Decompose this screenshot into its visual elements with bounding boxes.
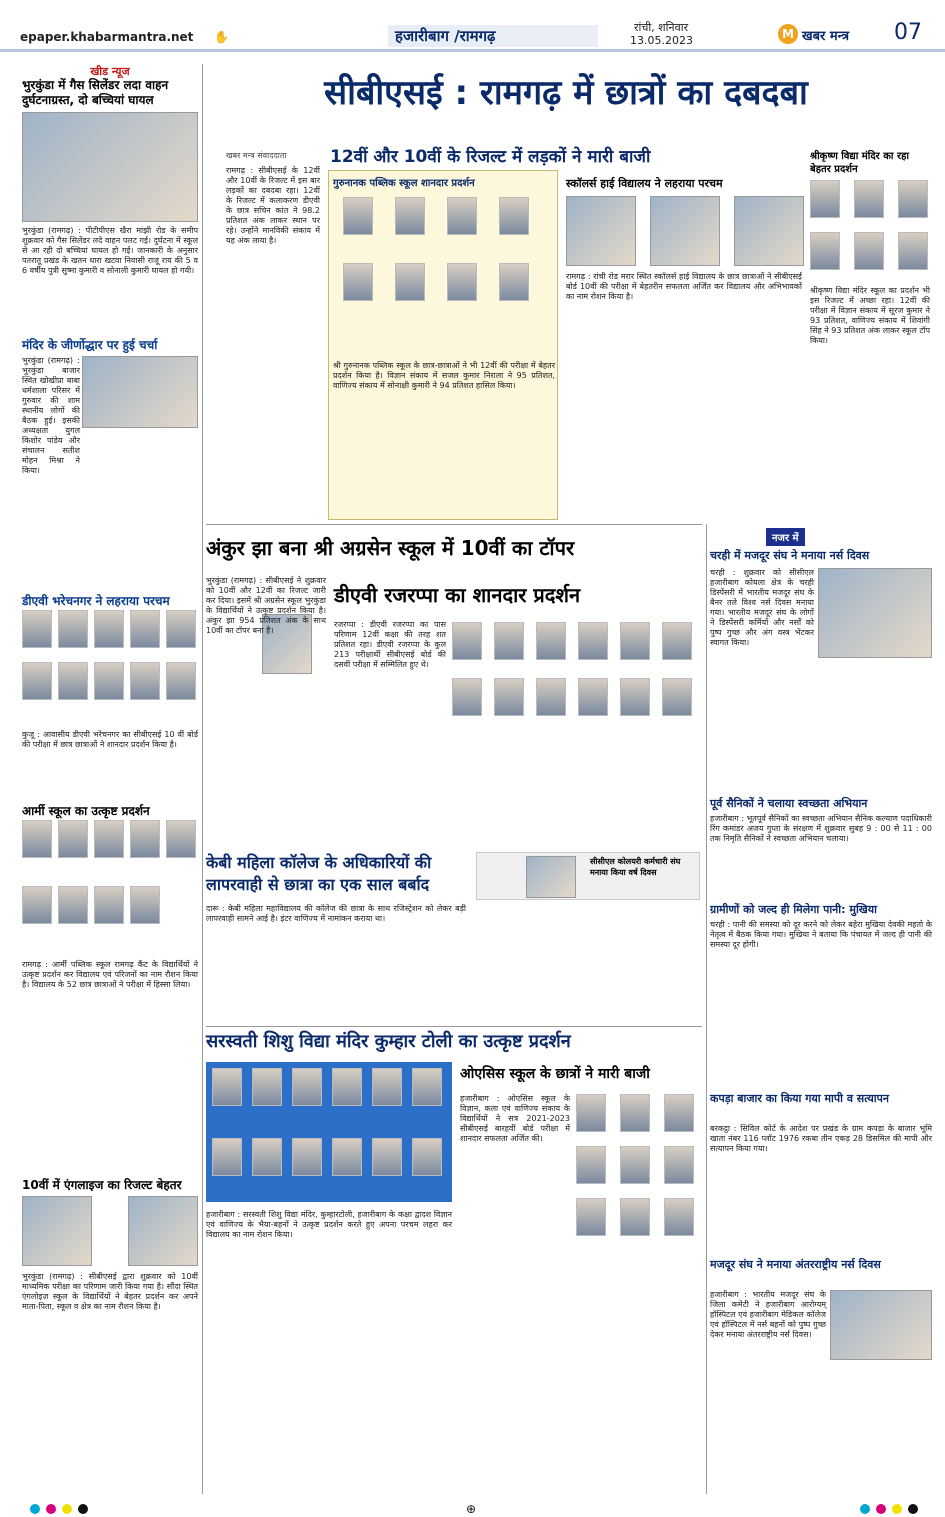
student-photo xyxy=(94,886,124,924)
gurunanak-body: श्री गुरुनानक पब्लिक स्कूल के छात्र-छात्राओं ने भी 12वीं की परीक्षा में बेहतर प्रदर्शन किया है। विज्ञान संकाय में सजल कुमार निराला ने 95 प्रतिशत, वाणिज्य संकाय में सोनाक्षी कुमारी ने 94 प्रतिशत हासिल किया। xyxy=(333,361,555,390)
student-photo xyxy=(452,678,482,716)
student-photo xyxy=(395,263,425,301)
student-photo xyxy=(292,1138,322,1176)
shrikrishna-body: श्रीकृष्ण विद्या मंदिर स्कूल का प्रदर्शन भी इस रिजल्ट में अच्छा रहा। 12वीं की परीक्षा में विज्ञान संकाय में सूरज कुमार ने 93 प्रतिशत, वाणिज्य संकाय में शिवांगी सिंह ने 93 प्रतिशत अंक लाकर स्कूल टॉप किया। xyxy=(810,286,930,345)
story-gas-headline: भुरकुंडा में गैस सिलेंडर लदा वाहन दुर्घटनाग्रस्त, दो बच्चियां घायल xyxy=(22,78,169,107)
section-divider xyxy=(206,524,702,525)
story-nurse-headline: चरही में मजदूर संघ ने मनाया नर्स दिवस xyxy=(710,549,870,562)
student-photo xyxy=(94,610,124,648)
masthead-url[interactable]: epaper.khabarmantra.net xyxy=(20,30,194,44)
student-photo xyxy=(576,1094,606,1132)
student-photo xyxy=(664,1094,694,1132)
student-photo xyxy=(810,180,840,218)
student-photo xyxy=(664,1146,694,1184)
story-army-body: रामगढ़ : आर्मी पब्लिक स्कूल रामगढ़ कैंट के विद्यार्थियों ने उत्कृष्ट प्रदर्शन कर विद्यालय एवं परिजनों का नाम रौशन किया है। विद्यालय के 52 छात्र छात्राओं ने परीक्षा में हिस्सा लिया। xyxy=(22,960,198,989)
student-photo xyxy=(536,678,566,716)
student-photo xyxy=(343,263,373,301)
registration-dot xyxy=(892,1504,902,1514)
ccl-headline: सीसीएल कोलयरी कर्मचारी संघ मनाया किया वर्ष दिवस xyxy=(590,857,681,877)
registration-dot xyxy=(876,1504,886,1514)
student-photo xyxy=(620,678,650,716)
dav-rajrappa-photo-grid xyxy=(452,622,702,738)
student-photo xyxy=(662,678,692,716)
saraswati-photo-board xyxy=(206,1062,452,1202)
student-photo xyxy=(620,1198,650,1236)
student-photo xyxy=(662,622,692,660)
registration-dot xyxy=(30,1504,40,1514)
saraswati-headline: सरस्वती शिशु विद्या मंदिर कुम्हार टोली का उत्कृष्ट प्रदर्शन xyxy=(206,1031,571,1052)
shrikrishna-headline: श्रीकृष्ण विद्या मंदिर का रहा बेहतर प्रदर्शन xyxy=(810,151,909,175)
story-english-headline: 10वीं में एंगलाइज का रिजल्ट बेहतर xyxy=(22,1178,182,1192)
student-photo xyxy=(620,622,650,660)
story-soldiers-body: हजारीबाग : भूतपूर्व सैनिकों का स्वच्छता अभियान सैनिक कल्याण पदाधिकारी रिंग कमांडर अजय गुप्ता के संरक्षण में शुक्रवार सुबह 9 : 00 से 11 : 00 तक निमृति सैनिकों ने स्वच्छता अभियान चलाया। xyxy=(710,814,932,843)
student-photo xyxy=(343,197,373,235)
student-photo xyxy=(130,886,160,924)
dav-rajrappa-headline: डीएवी रजरप्पा का शानदार प्रदर्शन xyxy=(334,583,581,607)
story-english-photo xyxy=(22,1196,92,1266)
right-column xyxy=(710,528,932,1494)
story-intl-nurse-photo xyxy=(830,1290,932,1360)
story-nurse-body: चरही : शुक्रवार को सीसीएल हजारीबाग कोयला क्षेत्र के चरही डिस्पेंसरी में भारतीय मजदूर संघ के बैनर तले विश्व नर्स दिवस मनाया गया। भारतीय मजदूर संघ के लोगों ने डिस्पेंसरी कर्मियों और नर्सों को पुष्प गुच्छ और अंग वस्त्र भेंटकर स्वागत किया। xyxy=(710,568,814,647)
student-photo xyxy=(499,197,529,235)
student-photo xyxy=(292,1068,322,1106)
story-temple-headline: मंदिर के जीर्णोद्धार पर हुई चर्चा xyxy=(22,338,158,352)
student-photo xyxy=(22,820,52,858)
student-photo xyxy=(58,662,88,700)
page-number: 07 xyxy=(894,20,922,45)
student-photo xyxy=(854,180,884,218)
student-photo xyxy=(447,197,477,235)
date: 13.05.2023 xyxy=(630,34,693,47)
scholars-body: रामगढ़ : रांची रोड मरार स्थित स्कॉलर्स हाई विद्यालय के छात्र छात्राओं ने सीबीएसई बोर्ड 10वीं की परीक्षा में बेहतरीन सफलता अर्जित कर विद्यालय और अभिभावकों का नाम रोशन किया है। xyxy=(566,272,802,301)
city-day: रांची, शनिवार xyxy=(634,21,689,34)
kebi-body: दारू : केबी महिला महाविद्यालय की कॉलेज की छात्रा के साथ रजिस्ट्रेशन को लेकर बड़ी लापरवाही सामने आई है। इंटर वाणिज्य में नामांकन कराया था। xyxy=(206,904,466,923)
student-photo xyxy=(212,1138,242,1176)
ccl-photo xyxy=(526,856,576,898)
saraswati-body: हजारीबाग : सरस्वती शिशु विद्या मंदिर, कुम्हारटोली, हजारीबाग के कक्षा द्वादश विज्ञान एवं वाणिज्य के भैया-बहनों ने उत्कृष्ट प्रदर्शन करते हुए अपना परचम लहरा कर विद्यालय का नाम रोशन किया। xyxy=(206,1210,452,1239)
student-photo xyxy=(576,1146,606,1184)
registration-dot xyxy=(46,1504,56,1514)
story-temple-body: भुरकुंडा (रामगढ़) : भुरकुंडा बाजार स्थित खोखीप्रा बाबा धर्मशाला परिसर में गुरुवार की शाम स्थानीय लोगों की बैठक हुई। इसकी अध्यक्षता युगल किशोर पांडेय और संचालन सतीश मोहन मिश्रा ने किया। xyxy=(22,356,80,475)
student-photo xyxy=(810,232,840,270)
registration-dot xyxy=(908,1504,918,1514)
story-soldiers-headline: पूर्व सैनिकों ने चलाया स्वच्छता अभियान xyxy=(710,797,868,810)
lead-byline: खबर मन्त्र संवाददाता xyxy=(226,151,287,160)
student-photo xyxy=(412,1068,442,1106)
story-army-headline: आर्मी स्कूल का उत्कृष्ट प्रदर्शन xyxy=(22,804,150,818)
gurunanak-headline: गुरुनानक पब्लिक स्कूल शानदार प्रदर्शन xyxy=(333,178,475,189)
scholars-photo-2 xyxy=(650,196,720,266)
student-photo xyxy=(578,678,608,716)
story-gas-body: भुरकुंडा (रामगढ़) : पीटीपीएस खैरा मांझी रोड के समीप शुक्रवार को गैस सिलेंडर लदे वाहन पलट गई। दुर्घटना में स्कूल से आ रही दो बच्चियां घायल हो गई। जानकारी के अनुसार पतरातू प्रखंड के खतन धारा खटवा निवासी राजू राय की 5 व 6 वर्षीय पुत्री सुष्मा कुमारी व सोनाली कुमारी घायल हो गयी। xyxy=(22,226,198,275)
student-photo xyxy=(166,610,196,648)
story-market-body: बरकट्ठा : सिविल कोर्ट के आदेश पर प्रखंड के ग्राम कपड़ा के बाजार भूमि खाता नंबर 116 प्लॉट 1976 रकबा तीन एकड़ 28 डिसमिल की मापी और सत्यापन किया गया। xyxy=(710,1124,932,1153)
main-headline: सीबीएसई : रामगढ़ में छात्रों का दबदबा xyxy=(324,73,808,113)
registration-mark-icon: ⊕ xyxy=(466,1502,477,1516)
student-photo xyxy=(252,1138,282,1176)
oasis-photo-grid xyxy=(576,1094,704,1244)
brand-logo-icon: M xyxy=(778,24,798,44)
story-intl-nurse-body: हजारीबाग : भारतीय मजदूर संघ के जिला कमेटी ने हजारीबाग आरोग्यम् हॉस्पिटल एवं हजारीबाग मेडिकल कॉलेज एवं हॉस्पिटल में नर्स बहनों को पुष्प गुच्छ देकर मनाया अंतरराष्ट्रीय नर्स दिवस। xyxy=(710,1290,826,1339)
cursor-icon: ✋ xyxy=(214,30,229,44)
lead-body: रामगढ़ : सीबीएसई के 12वीं और 10वीं के रिजल्ट में इस बार लड़कों का दबदबा रहा। 12वीं के रिजल्ट में कलाकरण डीएवी के छात्र सचिन कांत ने 98.2 प्रतिशत अंक लाकर स्थान पर रहे। उन्होंने मानविकी संकाय में यह अंक लाया है। xyxy=(226,166,320,245)
story-dav-headline: डीएवी भरेचनगर ने लहराया परचम xyxy=(22,594,170,608)
student-photo xyxy=(499,263,529,301)
student-photo xyxy=(22,610,52,648)
student-photo xyxy=(412,1138,442,1176)
story-nurse-photo xyxy=(818,568,932,658)
student-photo xyxy=(494,622,524,660)
story-english-photo-2 xyxy=(128,1196,198,1266)
story-dav-body: कुजू : आवासीय डीएवी भरेचनगर का सीबीएसई 10 वीं बोर्ड की परीक्षा में छात्र छात्राओं ने शानदार प्रदर्शन किया है। xyxy=(22,730,198,749)
scholars-headline: स्कॉलर्स हाई विद्यालय ने लहराया परचम xyxy=(566,177,723,190)
subhead-boys: 12वीं और 10वीं के रिजल्ट में लड़कों ने मारी बाजी xyxy=(330,147,651,167)
story-water-body: चरही : पानी की समस्या को दूर करने को लेकर बहेरा मुखिया देवकी महतो के नेतृत्व में बैठक किया गया। मुखिया ने बताया कि पंचायत में जल्द ही पानी की समस्या दूर होगी। xyxy=(710,920,932,949)
student-photo xyxy=(58,886,88,924)
student-photo xyxy=(576,1198,606,1236)
student-photo xyxy=(494,678,524,716)
student-photo xyxy=(620,1094,650,1132)
student-photo xyxy=(130,820,160,858)
student-photo xyxy=(252,1068,282,1106)
student-photo xyxy=(332,1138,362,1176)
masthead xyxy=(0,0,945,52)
story-water-headline: ग्रामीणों को जल्द ही मिलेगा पानी: मुखिया xyxy=(710,903,878,916)
story-gas-photo xyxy=(22,112,198,222)
student-photo xyxy=(898,180,928,218)
student-photo xyxy=(854,232,884,270)
student-photo xyxy=(536,622,566,660)
shrikrishna-photo-grid xyxy=(810,180,930,280)
story-army-photo-strip xyxy=(22,820,198,950)
student-photo xyxy=(452,622,482,660)
footer-color-bar xyxy=(0,1500,945,1517)
brand-name: खबर मन्त्र xyxy=(802,29,850,44)
oasis-body: हजारीबाग : ओएसिस स्कूल के विज्ञान, कला एवं वाणिज्य संकाय के विद्यार्थियों ने सत्र 2021-2023 सीबीएसई बारहवीं बोर्ड परीक्षा में शानदार सफलता अर्जित की। xyxy=(460,1094,570,1143)
student-photo xyxy=(898,232,928,270)
khabar-label: खीड न्यूज xyxy=(90,65,130,78)
student-photo xyxy=(332,1068,362,1106)
column-divider xyxy=(706,524,707,1494)
dav-rajrappa-body: रजरप्पा : डीएवी रजरप्पा का पास परिणाम 12वीं कक्षा की तरह शत प्रतिशत रहा। डीएवी रजरप्पा के कुल 213 परीक्षार्थी सीबीएसई बोर्ड की दसवीं परीक्षा में सम्मिलित हुए थे। xyxy=(334,620,446,669)
student-photo xyxy=(130,610,160,648)
student-photo xyxy=(22,886,52,924)
registration-dot xyxy=(78,1504,88,1514)
student-photo xyxy=(166,662,196,700)
scholars-photo-1 xyxy=(566,196,636,266)
student-photo xyxy=(372,1138,402,1176)
registration-dot xyxy=(860,1504,870,1514)
kebi-headline: केबी महिला कॉलेज के अधिकारियों की लापरवाही से छात्रा का एक साल बर्बाद xyxy=(206,853,432,894)
story-intl-nurse-headline: मजदूर संघ ने मनाया अंतरराष्ट्रीय नर्स दिवस xyxy=(710,1258,881,1271)
student-photo xyxy=(22,662,52,700)
registration-dot xyxy=(62,1504,72,1514)
story-temple-photo xyxy=(82,356,198,428)
edition-name: हजारीबाग /रामगढ़ xyxy=(395,27,496,45)
student-photo xyxy=(578,622,608,660)
student-photo xyxy=(130,662,160,700)
student-photo xyxy=(58,610,88,648)
student-photo xyxy=(94,820,124,858)
oasis-headline: ओएसिस स्कूल के छात्रों ने मारी बाजी xyxy=(460,1066,650,1082)
student-photo xyxy=(664,1198,694,1236)
student-photo xyxy=(395,197,425,235)
story-market-headline: कपड़ा बाजार का किया गया मापी व सत्यापन xyxy=(710,1092,889,1105)
nazar-label: नजर में xyxy=(766,528,805,546)
ankur-body: भुरकुंडा (रामगढ़) : सीबीएसई ने शुक्रवार को 10वीं और 12वीं का रिजल्ट जारी कर दिया। इसमें श्री अग्रसेन स्कूल भुरकुंडा के विद्यार्थियों ने उत्कृष्ट प्रदर्शन किया है। अंकुर झा 954 प्रतिशत अंक के साथ 10वीं का टॉपर बना है। xyxy=(206,576,326,635)
left-column xyxy=(22,64,198,1494)
student-photo xyxy=(166,820,196,858)
column-divider xyxy=(202,64,203,1494)
student-photo xyxy=(58,820,88,858)
section-divider xyxy=(206,1026,702,1027)
gurunanak-box xyxy=(328,170,558,520)
student-photo xyxy=(212,1068,242,1106)
story-dav-photo-strip xyxy=(22,610,198,722)
ankur-headline: अंकुर झा बना श्री अग्रसेन स्कूल में 10वीं का टॉपर xyxy=(206,536,575,560)
scholars-photo-3 xyxy=(734,196,804,266)
student-photo xyxy=(372,1068,402,1106)
student-photo xyxy=(447,263,477,301)
story-english-body: भुरकुंडा (रामगढ़) : सीबीएसई द्वारा शुक्रवार को 10वीं माध्यमिक परीक्षा का परिणाम जारी किया गया है। सौंदा स्थित एंगलोइज़ स्कूल के विद्यार्थियों ने बेहतर प्रदर्शन कर अपने माता-पिता, स्कूल व क्षेत्र का नाम रौशन किया है। xyxy=(22,1272,198,1311)
student-photo xyxy=(94,662,124,700)
student-photo xyxy=(620,1146,650,1184)
